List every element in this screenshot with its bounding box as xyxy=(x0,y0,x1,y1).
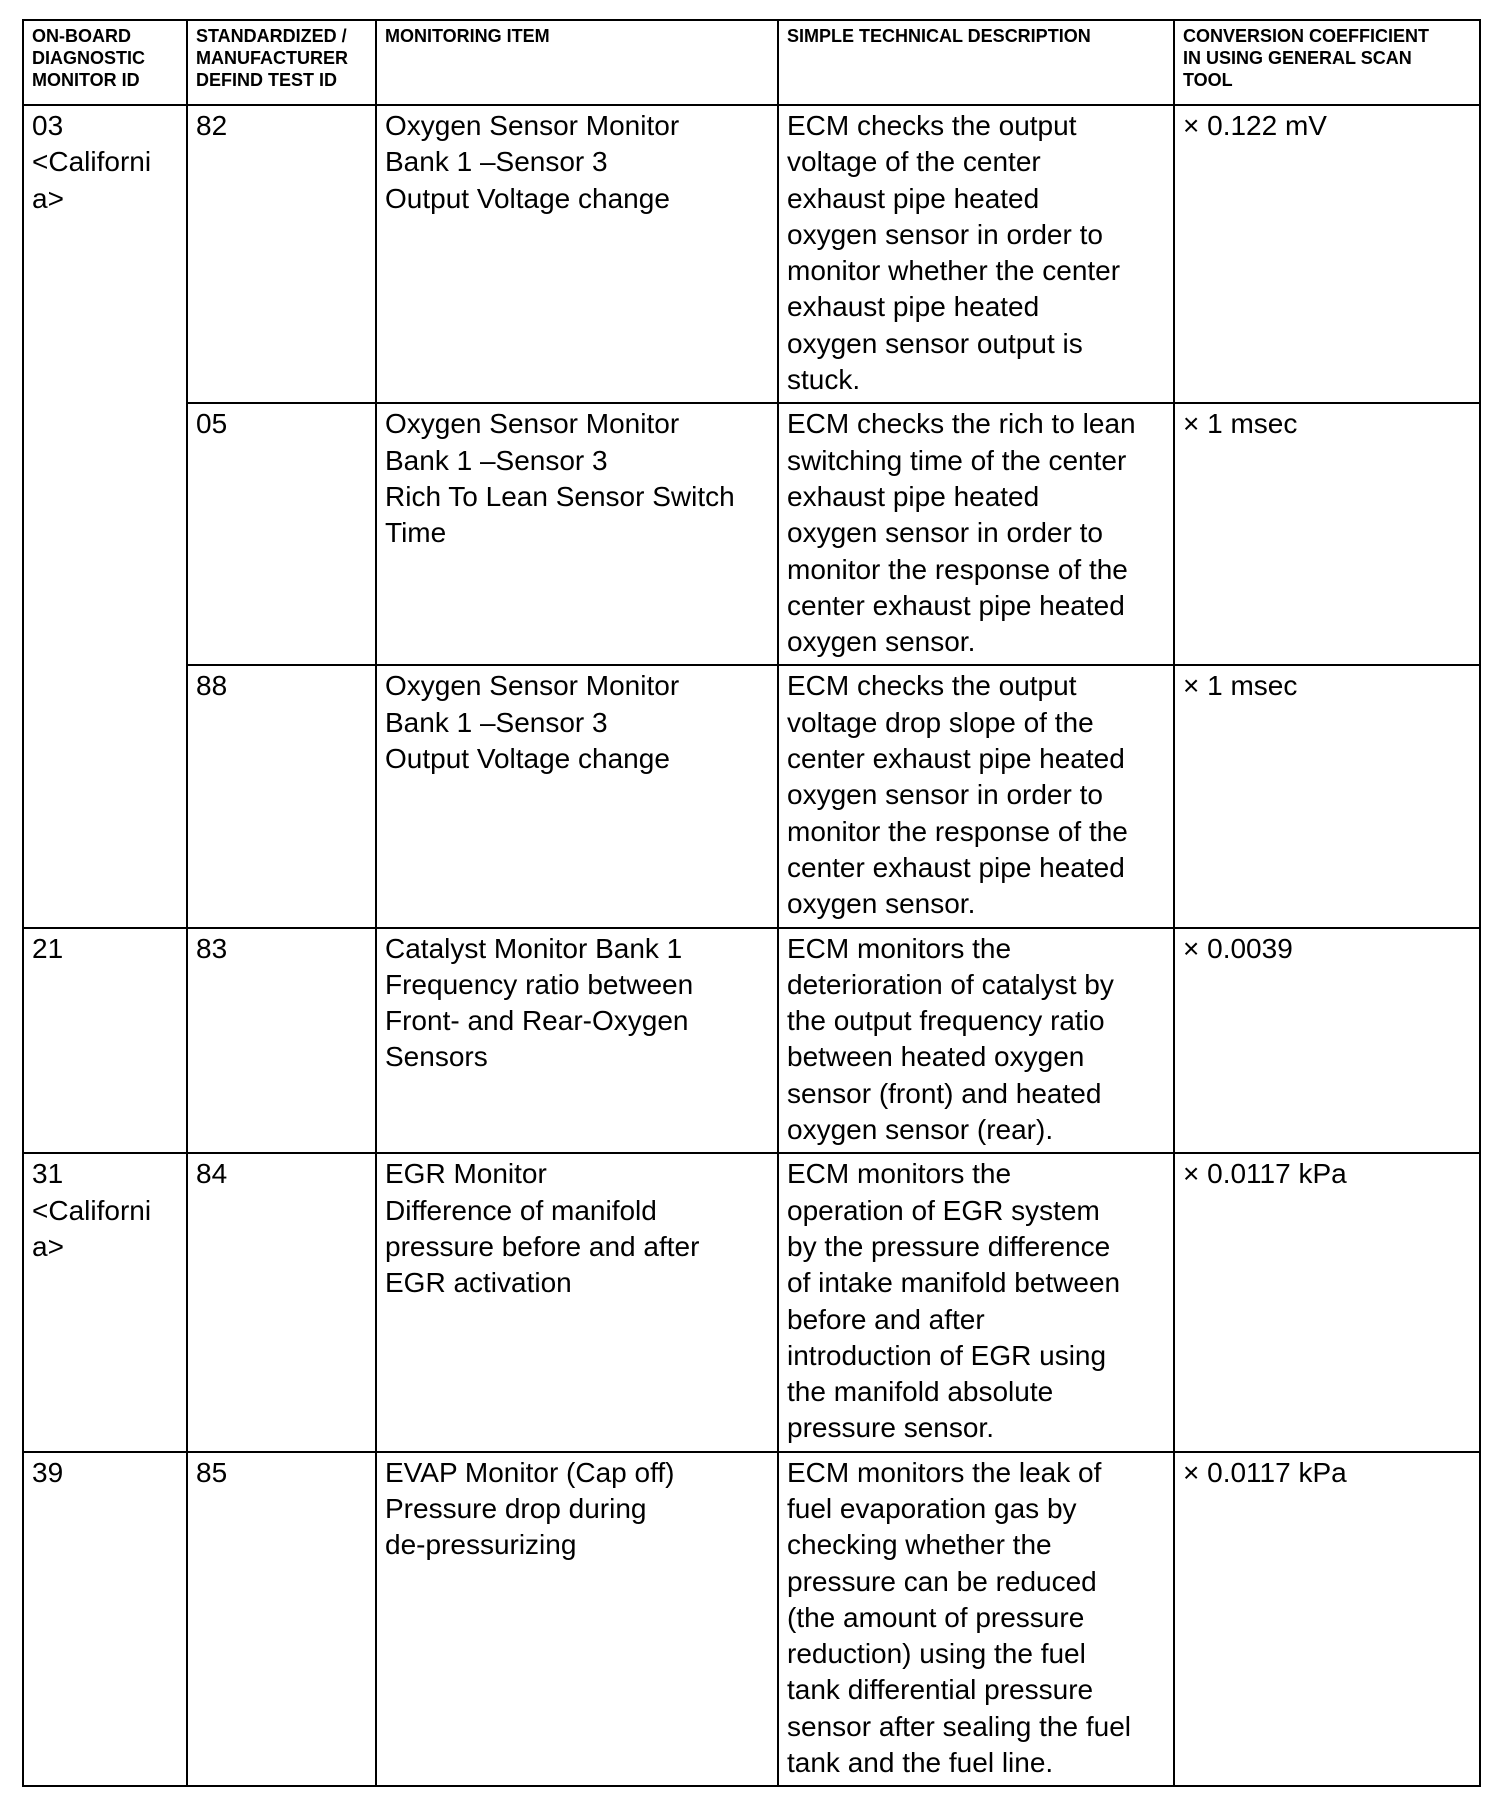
header-row xyxy=(23,20,1480,105)
text-line: oxygen sensor (rear). xyxy=(787,1114,1054,1146)
text-line: ON-BOARD xyxy=(32,26,131,46)
test-id-cell: 88 xyxy=(187,665,376,927)
text-line: CONVERSION COEFFICIENT xyxy=(1183,26,1430,46)
text-line: monitor whether the center xyxy=(787,255,1121,287)
text-line: introduction of EGR using xyxy=(787,1339,1107,1371)
text-line: DIAGNOSTIC xyxy=(32,48,146,68)
text-line: exhaust pipe heated xyxy=(787,182,1040,214)
description-cell xyxy=(778,1153,1174,1451)
text-line: ECM checks the rich to lean xyxy=(787,408,1136,440)
text-line: a> xyxy=(32,1230,64,1262)
text-line: deterioration of catalyst by xyxy=(787,968,1114,1000)
conversion-coefficient-cell: × 0.0117 kPa xyxy=(1174,1452,1480,1787)
conversion-coefficient-cell: × 0.122 mV xyxy=(1174,105,1480,403)
text-line: Rich To Lean Sensor Switch xyxy=(385,480,735,512)
text-line: pressure before and after xyxy=(385,1230,700,1262)
description-cell xyxy=(778,665,1174,927)
text-line: Catalyst Monitor Bank 1 xyxy=(385,932,683,964)
text-line: de-pressurizing xyxy=(385,1529,577,1561)
text-line: reduction) using the fuel xyxy=(787,1638,1086,1670)
text-line: MANUFACTURER xyxy=(196,48,348,68)
monitoring-item-cell xyxy=(376,1153,778,1451)
text-line: TOOL xyxy=(1183,70,1233,90)
table-body xyxy=(23,105,1480,1786)
header-test-id xyxy=(187,20,376,105)
text-line: a> xyxy=(32,182,64,214)
text-line: Oxygen Sensor Monitor xyxy=(385,408,680,440)
text-line: ECM monitors the xyxy=(787,932,1012,964)
test-id-cell: 85 xyxy=(187,1452,376,1787)
test-id-cell: 05 xyxy=(187,403,376,665)
conversion-coefficient-cell: × 1 msec xyxy=(1174,403,1480,665)
header-description xyxy=(778,20,1174,105)
text-line: MONITORING ITEM xyxy=(385,26,550,46)
text-line: voltage of the center xyxy=(787,146,1041,178)
text-line: before and after xyxy=(787,1303,985,1335)
text-line: pressure sensor. xyxy=(787,1412,994,1444)
text-line: Frequency ratio between xyxy=(385,968,694,1000)
table-row xyxy=(23,665,1480,927)
monitor-id-cell xyxy=(23,105,187,928)
text-line: oxygen sensor in order to xyxy=(787,218,1103,250)
text-line: between heated oxygen xyxy=(787,1041,1085,1073)
monitoring-item-cell xyxy=(376,403,778,665)
text-line: sensor (front) and heated xyxy=(787,1077,1102,1109)
text-line: pressure can be reduced xyxy=(787,1565,1097,1597)
description-cell xyxy=(778,105,1174,403)
text-line: Oxygen Sensor Monitor xyxy=(385,110,680,141)
text-line: voltage drop slope of the xyxy=(787,706,1094,738)
test-id-cell: 84 xyxy=(187,1153,376,1451)
test-id-cell: 83 xyxy=(187,928,376,1154)
text-line: Bank 1 –Sensor 3 xyxy=(385,146,608,178)
text-line: operation of EGR system xyxy=(787,1194,1100,1226)
monitoring-item-cell xyxy=(376,928,778,1154)
text-line: of intake manifold between xyxy=(787,1267,1121,1299)
description-cell xyxy=(778,403,1174,665)
text-line: 21 xyxy=(32,932,64,964)
text-line: 39 xyxy=(32,1456,64,1488)
text-line: Output Voltage change xyxy=(385,743,670,775)
test-id-cell: 82 xyxy=(187,105,376,403)
text-line: oxygen sensor output is xyxy=(787,327,1083,359)
text-line: Output Voltage change xyxy=(385,182,670,214)
text-line: exhaust pipe heated xyxy=(787,291,1040,323)
text-line: Sensors xyxy=(385,1041,488,1073)
text-line: <Californi xyxy=(32,1194,152,1226)
text-line: DEFIND TEST ID xyxy=(196,70,338,90)
conversion-coefficient-cell: × 0.0039 xyxy=(1174,928,1480,1154)
monitoring-item-cell xyxy=(376,1452,778,1787)
monitor-id-cell xyxy=(23,1452,187,1787)
text-line: the output frequency ratio xyxy=(787,1005,1105,1037)
text-line: STANDARDIZED / xyxy=(196,26,347,46)
text-line: tank differential pressure xyxy=(787,1674,1094,1706)
text-line: oxygen sensor in order to xyxy=(787,517,1103,549)
text-line: center exhaust pipe heated xyxy=(787,851,1125,883)
text-line: oxygen sensor. xyxy=(787,626,976,658)
text-line: Difference of manifold xyxy=(385,1194,657,1226)
text-line: switching time of the center xyxy=(787,444,1127,476)
text-line: ECM checks the output xyxy=(787,110,1077,141)
text-line: oxygen sensor. xyxy=(787,888,976,920)
conversion-coefficient-cell: × 1 msec xyxy=(1174,665,1480,927)
table-row xyxy=(23,1153,1480,1451)
text-line: checking whether the xyxy=(787,1529,1052,1561)
text-line: EGR Monitor xyxy=(385,1158,547,1190)
text-line: sensor after sealing the fuel xyxy=(787,1710,1131,1742)
text-line: ECM monitors the xyxy=(787,1158,1012,1190)
table-row xyxy=(23,1452,1480,1787)
text-line: <Californi xyxy=(32,146,152,178)
text-line: Bank 1 –Sensor 3 xyxy=(385,444,608,476)
text-line: Front- and Rear-Oxygen xyxy=(385,1005,689,1037)
table-header xyxy=(23,20,1480,105)
text-line: 03 xyxy=(32,110,64,141)
text-line: Pressure drop during xyxy=(385,1492,647,1524)
conversion-coefficient-cell: × 0.0117 kPa xyxy=(1174,1153,1480,1451)
monitoring-item-cell xyxy=(376,665,778,927)
text-line: the manifold absolute xyxy=(787,1376,1054,1408)
text-line: stuck. xyxy=(787,364,861,396)
table-row xyxy=(23,403,1480,665)
description-cell xyxy=(778,928,1174,1154)
header-monitoring-item xyxy=(376,20,778,105)
text-line: MONITOR ID xyxy=(32,70,140,90)
text-line: center exhaust pipe heated xyxy=(787,743,1125,775)
text-line: Bank 1 –Sensor 3 xyxy=(385,706,608,738)
monitor-table xyxy=(22,19,1481,1787)
table-row xyxy=(23,928,1480,1154)
text-line: by the pressure difference xyxy=(787,1230,1111,1262)
text-line: ECM checks the output xyxy=(787,670,1077,702)
text-line: monitor the response of the xyxy=(787,815,1128,847)
monitor-id-cell xyxy=(23,928,187,1154)
text-line: 31 xyxy=(32,1158,64,1190)
text-line: oxygen sensor in order to xyxy=(787,779,1103,811)
text-line: fuel evaporation gas by xyxy=(787,1492,1077,1524)
text-line: IN USING GENERAL SCAN xyxy=(1183,48,1412,68)
monitoring-item-cell xyxy=(376,105,778,403)
description-cell xyxy=(778,1452,1174,1787)
text-line: EVAP Monitor (Cap off) xyxy=(385,1456,675,1488)
text-line: SIMPLE TECHNICAL DESCRIPTION xyxy=(787,26,1091,46)
text-line: EGR activation xyxy=(385,1267,572,1299)
text-line: center exhaust pipe heated xyxy=(787,589,1125,621)
text-line: exhaust pipe heated xyxy=(787,480,1040,512)
header-conversion-coefficient xyxy=(1174,20,1480,105)
text-line: (the amount of pressure xyxy=(787,1601,1085,1633)
monitor-id-cell xyxy=(23,1153,187,1451)
text-line: Time xyxy=(385,517,447,549)
text-line: tank and the fuel line. xyxy=(787,1747,1054,1779)
header-monitor-id xyxy=(23,20,187,105)
table-row xyxy=(23,105,1480,403)
text-line: monitor the response of the xyxy=(787,553,1128,585)
text-line: ECM monitors the leak of xyxy=(787,1456,1102,1488)
text-line: Oxygen Sensor Monitor xyxy=(385,670,680,702)
